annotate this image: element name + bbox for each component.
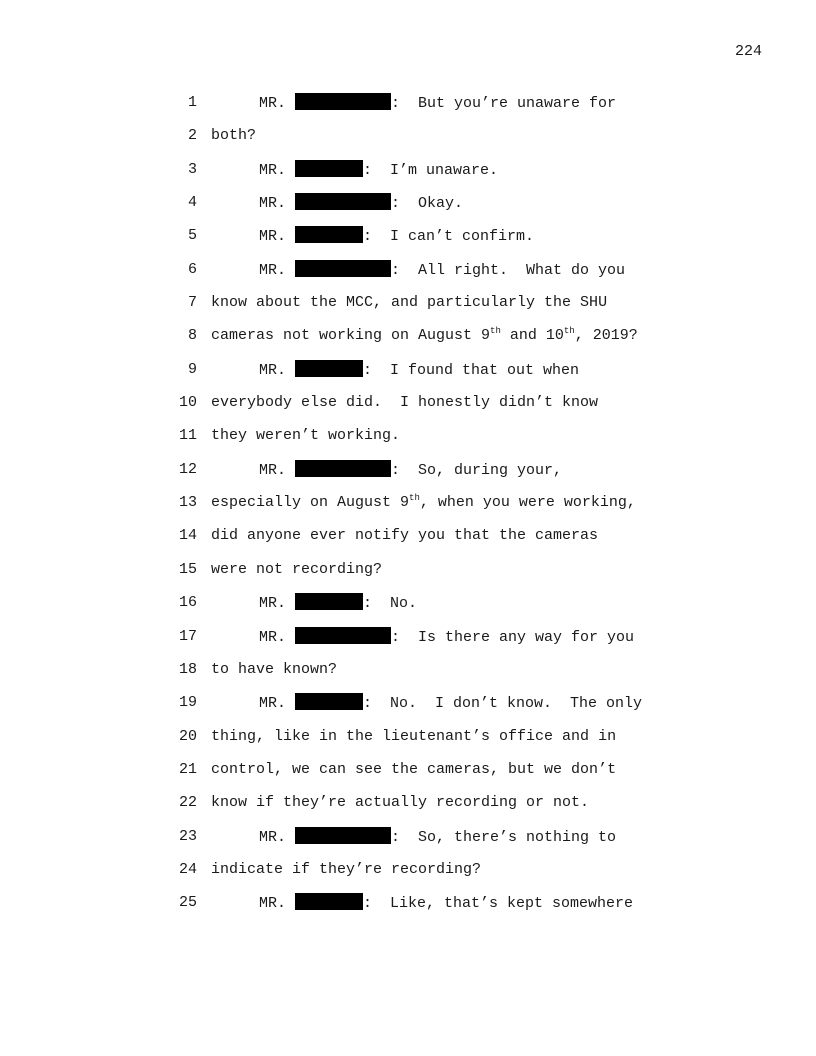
text-segment: MR. xyxy=(259,261,296,279)
text-segment: MR. xyxy=(259,161,296,179)
transcript-line xyxy=(0,693,816,726)
line-number: 7 xyxy=(187,294,197,312)
text-segment: did anyone ever notify you that the cameras xyxy=(211,527,599,545)
line-text xyxy=(259,360,579,381)
line-number: 2 xyxy=(187,127,197,145)
redaction-box xyxy=(295,460,391,477)
transcript-line xyxy=(0,326,816,359)
line-text xyxy=(259,827,616,848)
text-segment: MR. xyxy=(259,628,296,646)
transcript-body xyxy=(0,93,816,927)
line-number: 19 xyxy=(178,694,197,712)
line-number: 12 xyxy=(178,460,197,478)
text-segment: : Is there any way for you xyxy=(391,628,635,646)
transcript-line xyxy=(0,893,816,926)
transcript-line xyxy=(0,793,816,826)
text-segment: : But you’re unaware for xyxy=(391,95,617,112)
transcript-line xyxy=(0,393,816,426)
line-number: 18 xyxy=(178,660,197,678)
text-segment: they weren’t working. xyxy=(211,427,401,445)
line-number: 17 xyxy=(178,627,197,645)
text-segment: MR. xyxy=(259,95,296,112)
text-segment: : No. I don’t know. The only xyxy=(363,695,643,713)
line-text xyxy=(211,126,256,146)
text-segment: especially on August 9 xyxy=(211,494,410,512)
line-text xyxy=(211,860,481,880)
line-text xyxy=(259,160,498,181)
redaction-box xyxy=(295,260,391,277)
transcript-line xyxy=(0,526,816,559)
redaction-box xyxy=(295,360,363,377)
line-text xyxy=(259,226,534,247)
text-segment: : Okay. xyxy=(391,195,464,213)
text-segment: MR. xyxy=(259,361,296,379)
line-text xyxy=(211,493,636,513)
line-text xyxy=(211,660,337,680)
transcript-line xyxy=(0,493,816,526)
transcript-line xyxy=(0,627,816,660)
text-segment: MR. xyxy=(259,228,296,246)
line-number: 24 xyxy=(178,860,197,878)
line-number: 11 xyxy=(178,427,197,445)
text-segment: were not recording? xyxy=(211,560,383,578)
transcript-line xyxy=(0,426,816,459)
line-number: 23 xyxy=(178,827,197,845)
transcript-line xyxy=(0,93,816,126)
line-text xyxy=(211,326,638,346)
line-text xyxy=(211,727,616,747)
line-text xyxy=(259,260,625,281)
line-number: 14 xyxy=(178,527,197,545)
transcript-line xyxy=(0,560,816,593)
text-segment: cameras not working on August 9 xyxy=(211,327,491,345)
transcript-line xyxy=(0,293,816,326)
line-number: 4 xyxy=(187,194,197,212)
line-number: 13 xyxy=(178,494,197,512)
text-segment: both? xyxy=(211,127,257,145)
line-number: 8 xyxy=(187,327,197,345)
ordinal-suffix: th xyxy=(409,493,420,504)
text-segment: : So, during your, xyxy=(391,461,563,479)
line-text xyxy=(259,593,417,614)
line-text xyxy=(211,526,598,546)
line-number: 1 xyxy=(187,94,197,111)
line-text xyxy=(259,893,633,914)
text-segment: thing, like in the lieutenant’s office and in xyxy=(211,727,617,745)
line-text xyxy=(211,426,400,446)
line-text xyxy=(211,293,607,313)
text-segment: know about the MCC, and particularly the SHU xyxy=(211,294,608,312)
line-number: 21 xyxy=(178,760,197,778)
transcript-line xyxy=(0,460,816,493)
text-segment: know if they’re actually recording or not. xyxy=(211,794,590,812)
line-number: 16 xyxy=(178,594,197,612)
line-number: 6 xyxy=(187,260,197,278)
transcript-line xyxy=(0,760,816,793)
text-segment: : All right. What do you xyxy=(391,261,626,279)
text-segment: MR. xyxy=(259,695,296,713)
transcript-line xyxy=(0,360,816,393)
text-segment: MR. xyxy=(259,895,296,913)
transcript-line xyxy=(0,160,816,193)
redaction-box xyxy=(295,827,391,844)
line-text xyxy=(211,560,382,580)
text-segment: control, we can see the cameras, but we don’t xyxy=(211,760,617,778)
transcript-line xyxy=(0,660,816,693)
text-segment: to have known? xyxy=(211,660,338,678)
text-segment: MR. xyxy=(259,461,296,479)
line-number: 3 xyxy=(187,160,197,178)
text-segment: everybody else did. I honestly didn’t know xyxy=(211,394,599,412)
redaction-box xyxy=(295,160,363,177)
transcript-line xyxy=(0,860,816,893)
transcript-line xyxy=(0,126,816,159)
line-text xyxy=(259,627,634,648)
line-text xyxy=(259,693,642,714)
line-number: 25 xyxy=(178,894,197,912)
text-segment: : Like, that’s kept somewhere xyxy=(363,895,634,913)
ordinal-suffix: th xyxy=(563,326,575,337)
line-text xyxy=(259,460,562,481)
line-text xyxy=(211,793,589,813)
text-segment: , 2019? xyxy=(574,327,638,345)
redaction-box xyxy=(295,593,363,610)
text-segment: MR. xyxy=(259,195,296,213)
text-segment: : I found that out when xyxy=(363,361,580,379)
line-number: 15 xyxy=(178,560,197,578)
redaction-box xyxy=(295,627,391,644)
text-segment: : No. xyxy=(363,595,418,613)
transcript-line xyxy=(0,226,816,259)
line-text xyxy=(211,393,598,413)
redaction-box xyxy=(295,93,391,110)
page-number: 224 xyxy=(734,43,762,60)
line-number: 22 xyxy=(178,794,197,812)
line-text xyxy=(211,760,616,780)
redaction-box xyxy=(295,693,363,710)
text-segment: , when you were working, xyxy=(419,494,636,512)
text-segment: indicate if they’re recording? xyxy=(211,860,482,878)
redaction-box xyxy=(295,226,363,243)
line-number: 9 xyxy=(187,360,197,378)
text-segment: : I can’t confirm. xyxy=(363,228,535,246)
transcript-line xyxy=(0,593,816,626)
text-segment: MR. xyxy=(259,828,296,846)
ordinal-suffix: th xyxy=(490,326,501,337)
redaction-box xyxy=(295,893,363,910)
text-segment: MR. xyxy=(259,595,296,613)
text-segment: : I’m unaware. xyxy=(363,161,499,179)
transcript-line xyxy=(0,827,816,860)
line-number: 20 xyxy=(178,727,197,745)
line-text xyxy=(259,93,616,114)
line-number: 10 xyxy=(178,394,197,412)
line-number: 5 xyxy=(187,227,197,245)
line-text xyxy=(259,193,463,214)
text-segment: and 10 xyxy=(500,327,564,345)
redaction-box xyxy=(295,193,391,210)
transcript-line xyxy=(0,193,816,226)
transcript-line xyxy=(0,260,816,293)
text-segment: : So, there’s nothing to xyxy=(391,828,617,846)
transcript-line xyxy=(0,727,816,760)
